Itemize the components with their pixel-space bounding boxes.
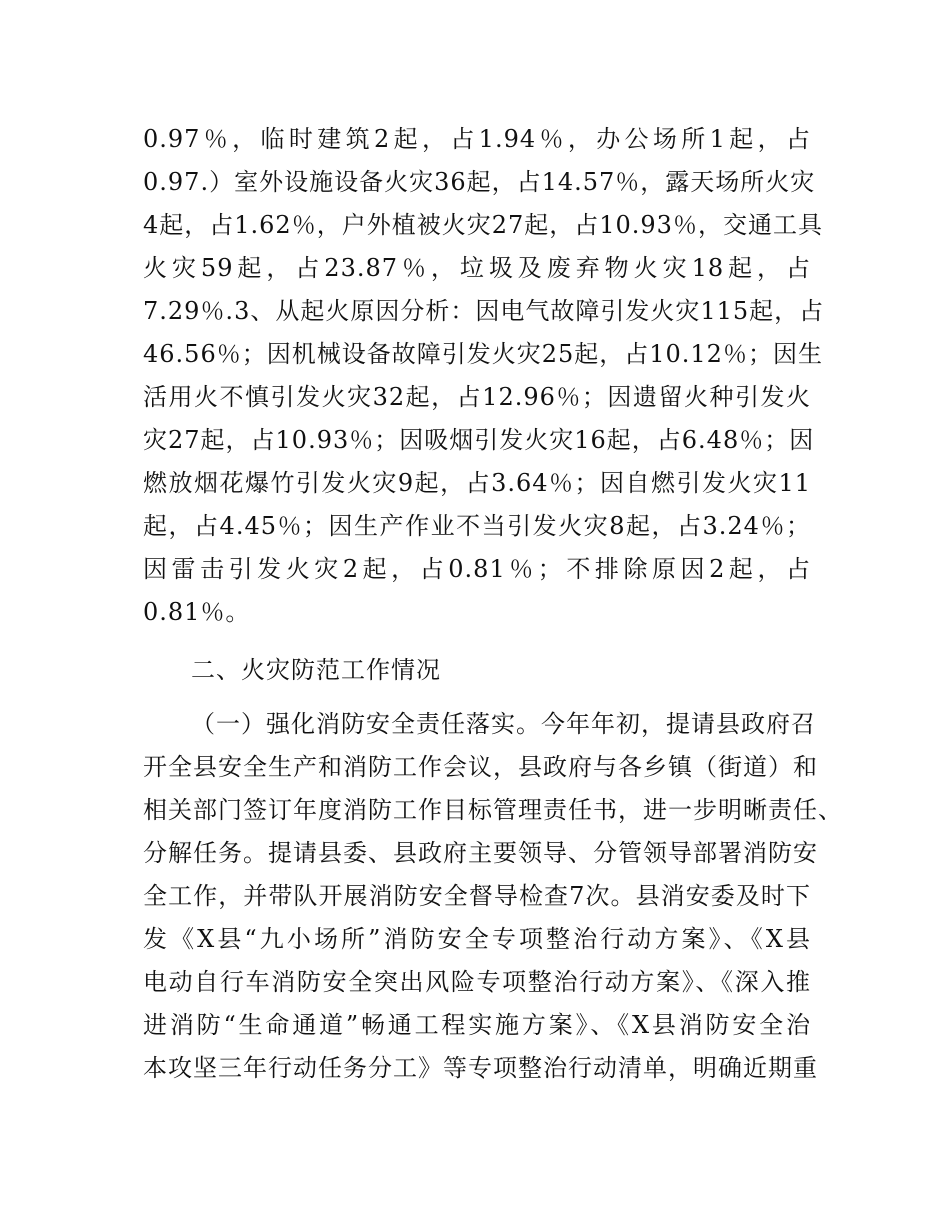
paragraph-line: 开全县安全生产和消防工作会议，县政府与各乡镇（街道）和 [143,753,818,781]
text-line: 火灾59起，占23.87％，垃圾及废弃物火灾18起，占 [143,254,811,282]
text-line: 0.97.）室外设施设备火灾36起，占14.57％，露天场所火灾 [143,168,816,196]
text-line: 因雷击引发火灾2起，占0.81％；不排除原因2起，占 [143,555,811,583]
text-line: 0.81％。 [143,598,251,626]
paragraph-line: 电动自行车消防安全突出风险专项整治行动方案》、《深入推 [143,968,811,996]
section-heading: 二、火灾防范工作情况 [191,656,441,684]
text-line: 起，占4.45％；因生产作业不当引发火灾8起，占3.24％； [143,512,811,540]
text-line: 0.97％，临时建筑2起，占1.94％，办公场所1起，占 [143,125,811,153]
paragraph-line: （一）强化消防安全责任落实。今年年初，提请县政府召 [191,710,816,738]
text-line: 活用火不慎引发火灾32起，占12.96％；因遗留火种引发火 [143,383,811,411]
paragraph-line: 本攻坚三年行动任务分工》等专项整治行动清单，明确近期重 [143,1054,818,1082]
text-line: 46.56％；因机械设备故障引发火灾25起，占10.12％；因生 [143,340,823,368]
paragraph-line: 发《X县“九小场所”消防安全专项整治行动方案》、《X县 [143,925,811,953]
text-line: 4起，占1.62％，户外植被火灾27起，占10.93％，交通工具 [143,211,823,239]
paragraph-line: 分解任务。提请县委、县政府主要领导、分管领导部署消防安 [143,839,818,867]
text-line: 7.29％.3、从起火原因分析：因电气故障引发火灾115起，占 [143,297,825,325]
paragraph-line: 相关部门签订年度消防工作目标管理责任书，进一步明晰责任、 [143,796,843,824]
text-line: 燃放烟花爆竹引发火灾9起，占3.64％；因自燃引发火灾11 [143,469,811,497]
text-line: 灾27起，占10.93％；因吸烟引发火灾16起，占6.48％；因 [143,426,815,454]
paragraph-line: 进消防“生命通道”畅通工程实施方案》、《X县消防安全治 [143,1011,811,1039]
paragraph-line: 全工作，并带队开展消防安全督导检查7次。县消安委及时下 [143,882,811,910]
